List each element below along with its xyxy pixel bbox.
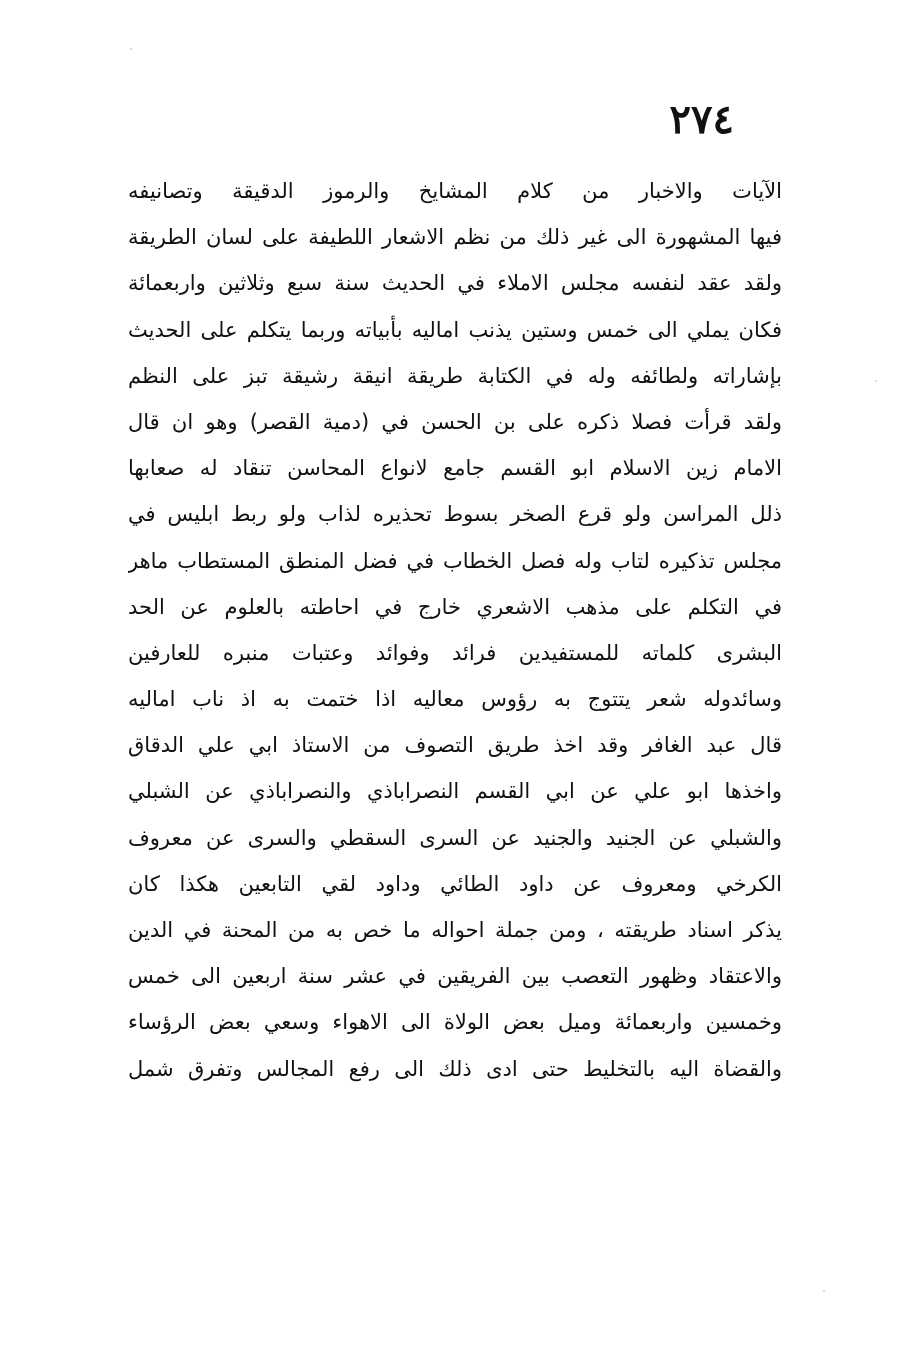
text-line: في التكلم على مذهب الاشعري خارج في احاطته بالعلوم عن الحد [128, 594, 782, 619]
text-line: فكان يملي الى خمس وستين يذنب اماليه بأبياته وربما يتكلم على الحديث [128, 317, 782, 342]
text-line: مجلس تذكيره لتاب وله فصل الخطاب في فضل المنطق المستطاب ماهر [128, 548, 782, 573]
text-line: والاعتقاد وظهور التعصب بين الفريقين في عشر سنة اربعين الى خمس [128, 964, 782, 989]
text-line: ولقد قرأت فصلا ذكره على بن الحسن في (دمية القصر) وهو ان قال [128, 409, 782, 434]
paper-speck [875, 380, 877, 382]
text-line: وسائدوله شعر يتتوج به رؤوس معاليه اذا ختمت به اذ ناب اماليه [128, 687, 782, 712]
text-line: يذكر اسناد طريقته ، ومن جملة احواله ما خص به من المحنة في الدين [128, 918, 782, 942]
text-line: فيها المشهورة الى غير ذلك من نظم الاشعار اللطيفة على لسان الطريقة [128, 225, 782, 250]
text-line: الكرخي ومعروف عن داود الطائي وداود لقي التابعين هكذا كان [128, 871, 782, 896]
text-line: ولقد عقد لنفسه مجلس الاملاء في الحديث سنة سبع وثلاثين واربعمائة [128, 271, 782, 296]
text-line: البشرى كلماته للمستفيدين فرائد وفوائد وعتبات منبره للعارفين [128, 640, 782, 665]
text-line: بإشاراته ولطائفه وله في الكتابة طريقة انيقة رشيقة تبز على النظم [128, 363, 782, 388]
page-number: ٢٧٤ [669, 96, 734, 143]
text-line: قال عبد الغافر وقد اخذ طريق التصوف من الاستاذ ابي علي الدقاق [128, 733, 782, 758]
body-text [128, 168, 782, 1092]
text-line: ذلل المراسن ولو قرع الصخر بسوط تحذيره لذاب ولو ربط ابليس في [128, 502, 782, 527]
text-line: الامام زين الاسلام ابو القسم جامع لانواع المحاسن تنقاد له صعابها [128, 456, 782, 481]
paper-speck [823, 1290, 825, 1292]
text-line: والقضاة اليه بالتخليط حتى ادى ذلك الى رفع المجالس وتفرق شمل [128, 1056, 782, 1081]
text-line: واخذها ابو علي عن ابي القسم النصراباذي والنصراباذي عن الشبلي [128, 779, 782, 804]
text-line: الآيات والاخبار من كلام المشايخ والرموز الدقيقة وتصانيفه [128, 179, 782, 203]
text-line: والشبلي عن الجنيد والجنيد عن السرى السقطي والسرى عن معروف [128, 825, 782, 850]
paper-speck [130, 48, 132, 50]
text-line: وخمسين واربعمائة وميل بعض الولاة الى الاهواء وسعي بعض الرؤساء [128, 1010, 782, 1035]
